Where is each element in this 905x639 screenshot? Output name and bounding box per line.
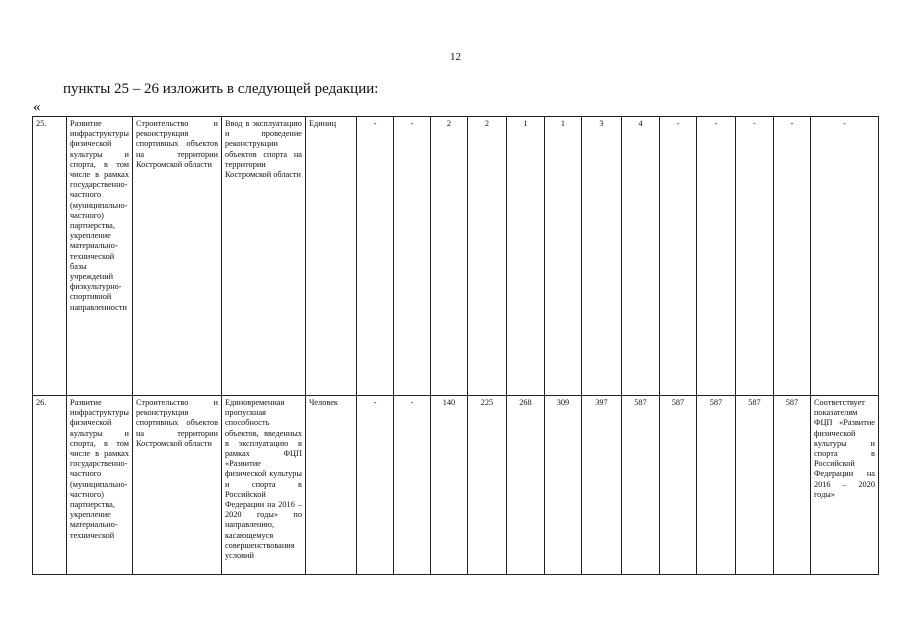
value-cell: - — [773, 117, 810, 396]
note-cell: - — [810, 117, 878, 396]
intro-text: пункты 25 – 26 изложить в следующей редакции: — [63, 81, 379, 97]
value-cell: 587 — [773, 396, 810, 575]
value-cell: - — [735, 117, 773, 396]
value-cell: 309 — [544, 396, 581, 575]
indicator-description: Ввод в эксплуатацию и проведение реконструкции объектов спорта на территории Костромской области — [221, 117, 305, 396]
table-row — [33, 117, 879, 396]
measure-name: Развитие инфраструктуры физической культуры и спорта, в том числе в рамках государственно-частного (муниципально-частного) партнерства, укрепление материально-технической базы учреждений физкультурно-спортивной направленности — [67, 117, 133, 396]
unit-cell: Единиц — [305, 117, 356, 396]
value-cell: 397 — [581, 396, 621, 575]
row-number: 26. — [33, 396, 67, 575]
event-description: Строительство и реконструкция спортивных объектов на территории Костромской области — [132, 396, 221, 575]
value-cell: - — [696, 117, 735, 396]
row-number: 25. — [33, 117, 67, 396]
value-cell: 1 — [506, 117, 544, 396]
measure-name: Развитие инфраструктуры физической культуры и спорта, в том числе в рамках государственно-частного (муниципально-частного) партнерства, укрепление материально-технической — [67, 396, 133, 575]
table-row — [33, 396, 879, 575]
page-number: 12 — [450, 51, 461, 63]
value-cell: 268 — [506, 396, 544, 575]
value-cell: - — [393, 396, 430, 575]
value-cell: 2 — [430, 117, 467, 396]
value-cell: 587 — [696, 396, 735, 575]
unit-cell: Человек — [305, 396, 356, 575]
value-cell: 4 — [621, 117, 659, 396]
value-cell: 587 — [735, 396, 773, 575]
value-cell: 3 — [581, 117, 621, 396]
indicator-description: Единовременная пропускная способность объектов, введенных в эксплуатацию в рамках ФЦП «Развитие физической культуры и спорта в Российской Федерации на 2016 – 2020 годы» по направлению, касающемуся совершенствования условий — [221, 396, 305, 575]
value-cell: 587 — [621, 396, 659, 575]
note-cell: Соответствует показателям ФЦП «Развитие физической культуры и спорта в Российской Федерации на 2016 – 2020 годы» — [810, 396, 878, 575]
value-cell: - — [659, 117, 696, 396]
value-cell: - — [356, 117, 393, 396]
value-cell: 2 — [467, 117, 506, 396]
value-cell: 1 — [544, 117, 581, 396]
indicators-table — [32, 116, 879, 575]
opening-quote-mark: « — [33, 99, 41, 115]
value-cell: - — [393, 117, 430, 396]
value-cell: - — [356, 396, 393, 575]
value-cell: 140 — [430, 396, 467, 575]
value-cell: 225 — [467, 396, 506, 575]
event-description: Строительство и реконструкция спортивных объектов на территории Костромской области — [132, 117, 221, 396]
value-cell: 587 — [659, 396, 696, 575]
